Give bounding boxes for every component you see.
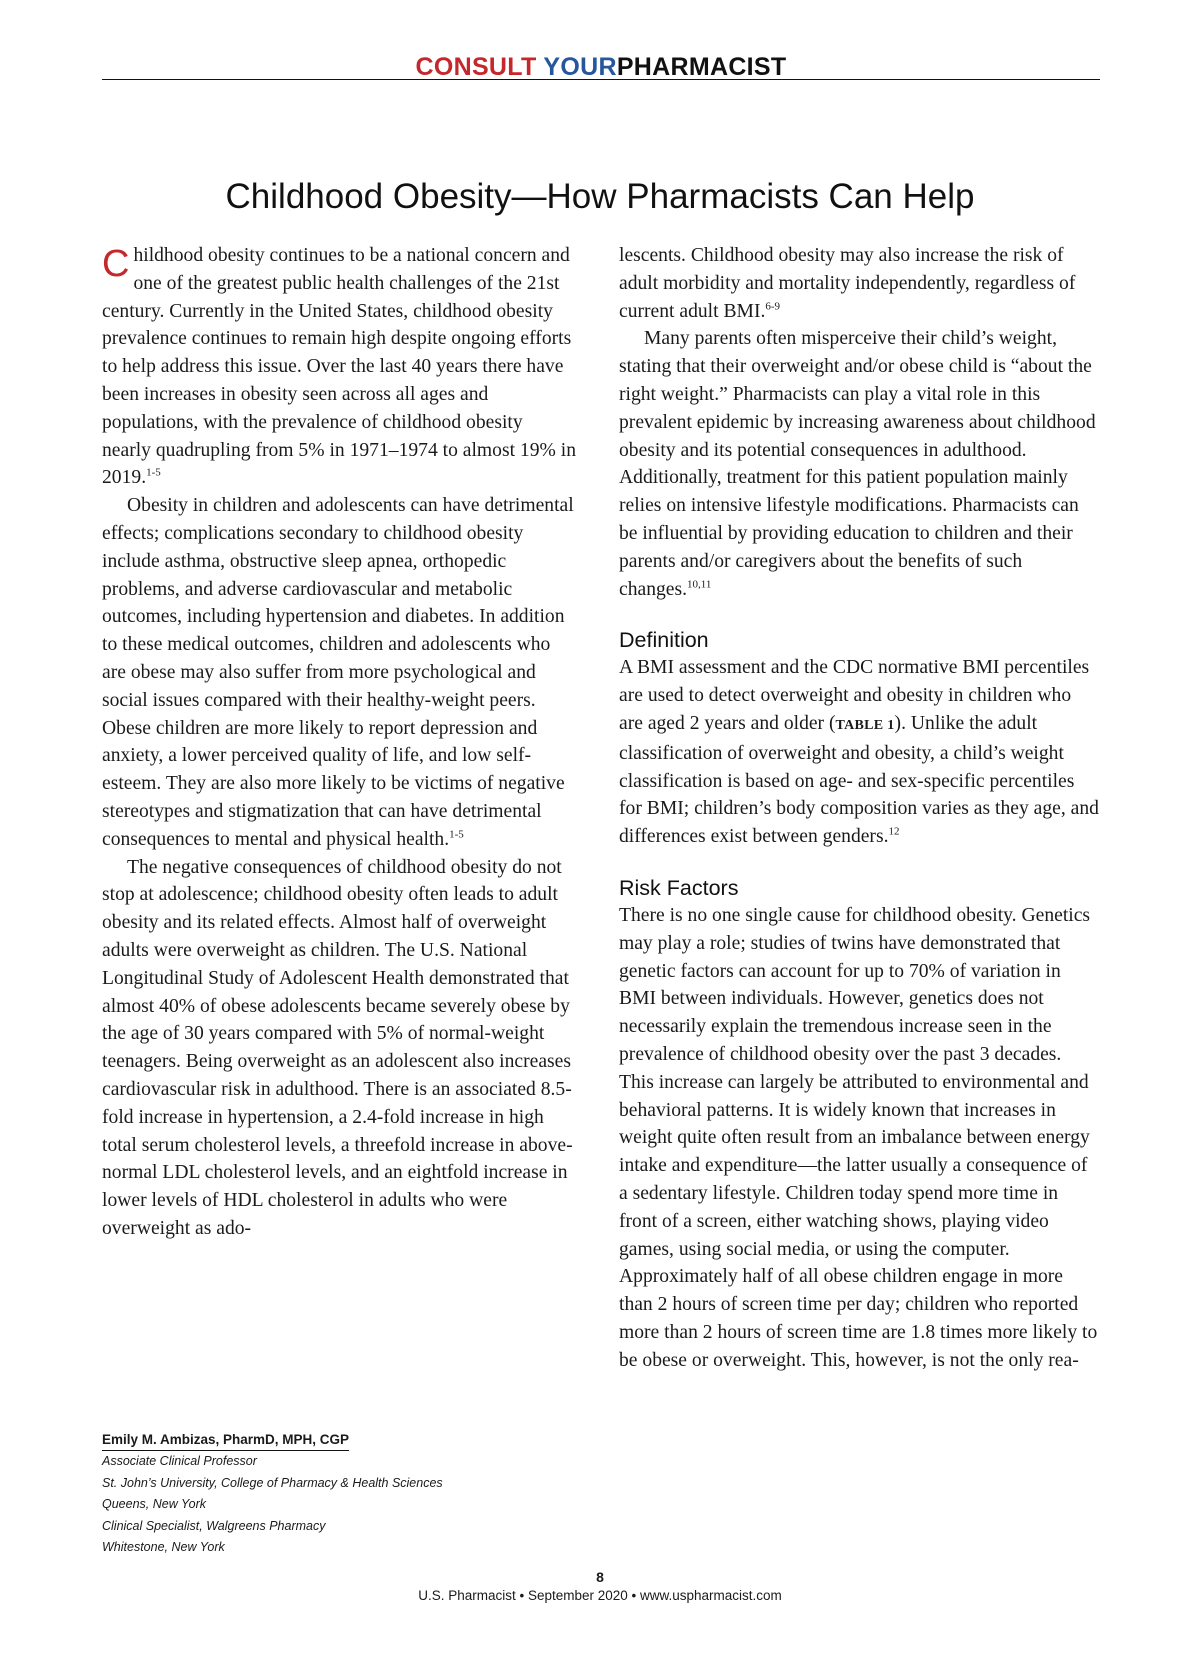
drop-cap: C xyxy=(102,243,130,285)
paragraph-complications xyxy=(102,492,576,853)
reference-superscript: 12 xyxy=(888,825,900,838)
page-footer xyxy=(0,1568,1200,1606)
paragraph-intro xyxy=(102,242,576,492)
reference-superscript: 1-5 xyxy=(146,466,161,479)
section-heading-definition: Definition xyxy=(619,628,709,653)
reference-superscript: 1-5 xyxy=(449,828,464,841)
page-number: 8 xyxy=(596,1569,604,1585)
running-header xyxy=(102,52,1100,80)
banner-word-consult: CONSULT xyxy=(415,53,537,81)
author-title: Associate Clinical Professor xyxy=(102,1454,257,1468)
paragraph-risk-factors: There is no one single cause for childhood obesity. Genetics may play a role; studies of twins have demonstrated that genetic factors can account for up to 70% of variation in BMI between individuals. However, genetics does not necessarily explain the tremendous increase seen in the prevalence of childhood obesity over the past 3 decades. This increase can largely be attributed to environmental and behavioral patterns. It is widely known that increases in weight quite often result from an imbalance between energy intake and expenditure—the latter usually a consequence of a sedentary lifestyle. Children today spend more time in front of a screen, either watching shows, playing video games, using social media, or using the computer. Approximately half of all obese children engage in more than 2 hours of screen time per day; children who reported more than 2 hours of screen time are 1.8 times more likely to be obese or overweight. This, however, is not the only rea- xyxy=(619,904,1098,1371)
paragraph-text: hildhood obesity continues to be a national concern and one of the greatest public health challenges of the 21st century. Currently in the United States, childhood obesity prevalence continues to remain high despite ongoing efforts to help address this issue. Over the last 40 years there have been increases in obesity seen across all ages and populations, with the prevalence of childhood obesity nearly quadrupling from 5% in 1971–1974 to almost 19% in 2019. xyxy=(102,245,576,489)
reference-superscript: 10,11 xyxy=(687,578,712,591)
header-rule xyxy=(102,79,1100,80)
author-info xyxy=(102,1430,572,1559)
footer-publication: U.S. Pharmacist • September 2020 • www.uspharmacist.com xyxy=(418,1588,782,1603)
section-heading-risk-factors: Risk Factors xyxy=(619,875,739,900)
paragraph-text: ). Unlike the adult classification of overweight and obesity, a child’s weight classification is based on age- and sex-specific percentiles for BMI; children’s body composition varies as they age, and differences exist between genders. xyxy=(619,712,1099,848)
author-affiliation: St. John’s University, College of Pharmacy & Health Sciences xyxy=(102,1475,443,1490)
right-column xyxy=(619,242,1099,1374)
section-banner xyxy=(102,52,1100,82)
paragraph-definition xyxy=(619,654,1099,851)
paragraph-text: Obesity in children and adolescents can have detrimental effects; complications secondary to childhood obesity include asthma, obstructive sleep apnea, orthopedic problems, and adverse cardiovascular and metabolic outcomes, including hypertension and diabetes. In addition to these medical outcomes, children and adolescents who are obese may also suffer from more psychological and social issues compared with their healthy-weight peers. Obese children are more likely to report depression and anxiety, a lower perceived quality of life, and low self-esteem. They are also more likely to be victims of negative stereotypes and stigmatization that can have detrimental consequences to mental and physical health. xyxy=(102,495,574,850)
author-name: Emily M. Ambizas, PharmD, MPH, CGP xyxy=(102,1430,349,1451)
table-reference: TABLE 1 xyxy=(835,717,895,733)
reference-superscript: 6-9 xyxy=(765,300,781,313)
paragraph-text: lescents. Childhood obesity may also increase the risk of adult morbidity and mortality independently, regardless of current adult BMI. xyxy=(619,245,1076,322)
author-second-title: Clinical Specialist, Walgreens Pharmacy xyxy=(102,1518,326,1533)
left-column xyxy=(102,242,576,1243)
paragraph-continued xyxy=(619,242,1099,325)
author-second-location: Whitestone, New York xyxy=(102,1540,225,1555)
paragraph-text: A BMI assessment and the CDC normative BMI percentiles are used to detect overweight and obesity in children who are aged 2 years and older ( xyxy=(619,657,1090,734)
article-title: Childhood Obesity—How Pharmacists Can Help xyxy=(225,177,975,216)
paragraph-text: Many parents often misperceive their child’s weight, stating that their overweight and/or obese child is “about the right weight.” Pharmacists can play a vital role in this prevalent epidemic by increasing awareness about childhood obesity and its potential consequences in adulthood. Additionally, treatment for this patient population mainly relies on intensive lifestyle modifications. Pharmacists can be influential by providing education to children and their parents and/or caregivers about the benefits of such changes. xyxy=(619,328,1096,600)
banner-word-pharmacist: PHARMACIST xyxy=(616,53,787,81)
paragraph-consequences: The negative consequences of childhood obesity do not stop at adolescence; childhood obesity often leads to adult obesity and its related effects. Almost half of overweight adults were overweight as children. The U.S. National Longitudinal Study of Adolescent Health demonstrated that almost 40% of obese adolescents became severely obese by the age of 30 years compared with 5% of normal-weight teenagers. Being overweight as an adolescent also increases cardiovascular risk in adulthood. There is an associated 8.5-fold increase in hypertension, a 2.4-fold increase in high total serum cholesterol levels, a threefold increase in above-normal LDL cholesterol levels, and an eightfold increase in lower levels of HDL cholesterol in adults who were overweight as ado- xyxy=(102,856,573,1239)
author-location: Queens, New York xyxy=(102,1497,206,1512)
paragraph-parents xyxy=(619,325,1099,603)
banner-word-your: YOUR xyxy=(543,53,617,81)
author-name-line xyxy=(102,1430,572,1451)
